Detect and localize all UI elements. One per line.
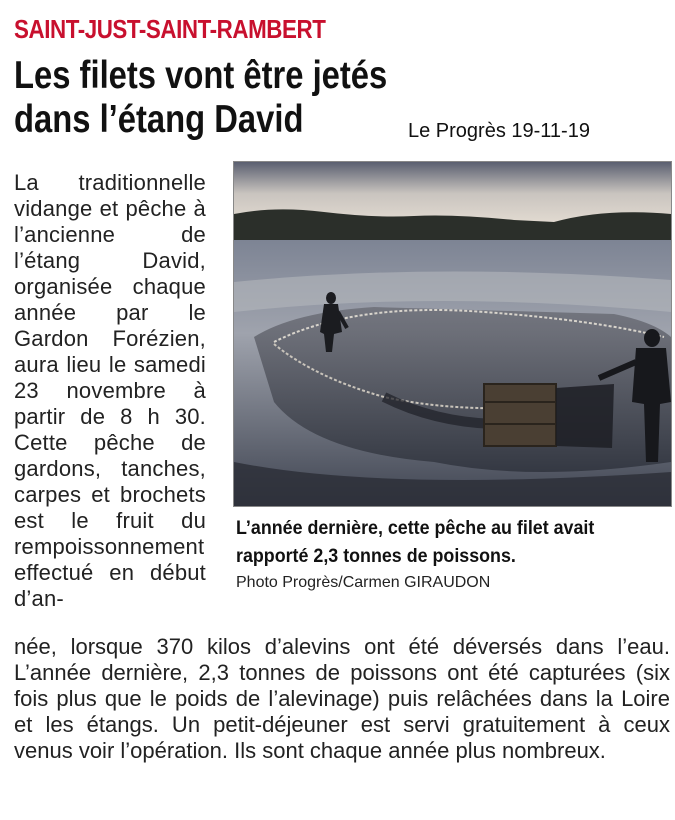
headline-line-2: dans l’étang David <box>14 98 304 141</box>
article-photo <box>233 161 672 507</box>
headline-line-1: Les filets vont être jetés <box>14 54 388 97</box>
article-source: Le Progrès 19-11-19 <box>408 120 590 142</box>
article-kicker: SAINT-JUST-SAINT-RAMBERT <box>14 14 326 44</box>
photo-credit: Photo Progrès/Carmen GIRAUDON <box>236 574 491 591</box>
photo-caption: L’année dernière, cette pêche au filet avait rapporté 2,3 tonnes de poissons. <box>236 518 595 567</box>
article-headline <box>14 54 387 142</box>
article-body-column: La traditionnelle vidange et pêche à l’ancienne de l’étang David, organisée chaque année par le Gardon Forézien, aura lieu le samedi 23 novembre à partir de 8 h 30. Cette pêche de gardons, tanches, carpes et brochets est le fruit du rempoissonnement effectué en début d’an- <box>14 170 206 611</box>
pond-fishing-photo <box>234 162 671 506</box>
article-body-full: née, lorsque 370 kilos d’alevins ont été déversés dans l’eau. L’année dernière, 2,3 tonnes de poissons ont été capturées (six fois plus que le poids de l’alevinage) puis relâchées dans la Loire et les étangs. Un petit-déjeuner est servi gratuitement à ceux venus voir l’opération. Ils sont chaque année plus nombreux. <box>14 634 670 763</box>
